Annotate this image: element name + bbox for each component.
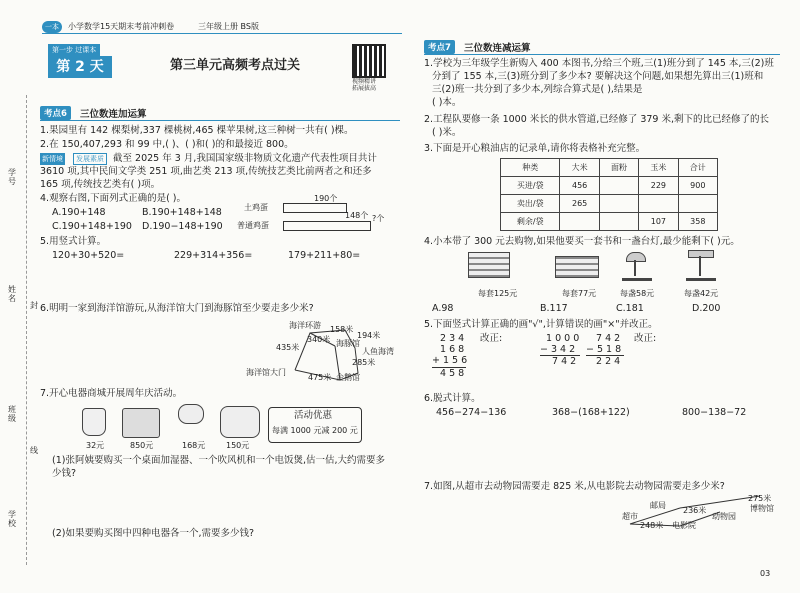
cell[interactable] [678,195,717,213]
side-label-name: 姓名 [8,285,16,303]
route-194: 194米 [357,331,381,340]
egg-fig-190: 190个 [314,194,338,203]
qr-caption-2: 拓展拔高 [352,85,377,92]
th-type: 种类 [501,159,560,177]
route-158: 158米 [330,325,354,334]
route-penguin: 企鹅馆 [336,373,360,382]
egg-fig-q: ?个 [372,214,385,223]
side-fold-2: 线 [30,446,38,455]
route-435: 435米 [276,343,300,352]
price-lamp-1: 每盏58元 [620,289,655,298]
k6-q7-2: (2)如果要购买图中四种电器各一个,需要多少钱? [52,528,255,539]
cell: 剩余/袋 [501,213,560,231]
hairdryer-icon [178,404,204,424]
promo-title: 活动优惠 [294,410,333,421]
k6-q3-line1: 截至 2025 年 3 月,我国国家级非物质文化遗产代表性项目共计 [113,153,377,164]
vert-c-2: − 5 1 8 [586,344,622,355]
egg-fig-label-2: 普通鸡蛋 [237,221,269,230]
qr-caption-1: 视频精讲 [352,78,377,85]
qr-code-icon[interactable] [352,44,386,78]
map-museum: 博物馆 [750,504,774,513]
vert-b-1: 1 0 0 0 [546,333,580,344]
k6-q4: 4.观察右图,下面列式正确的是( )。 [40,193,187,204]
cell: 买进/袋 [501,177,560,195]
k6-q4-opt-b: B.190+148+148 [142,207,222,218]
k7-q6-c: 800−138−72 [682,407,747,418]
route-gate: 海洋馆大门 [246,368,286,377]
k7-q3: 3.下面是开心粮油店的记录单,请你将表格补充完整。 [424,143,646,154]
desk-lamp-icon [622,250,652,281]
egg-fig-148: 148个 [345,211,369,220]
binding-line [26,95,27,565]
price-ricecooker: 150元 [226,441,250,450]
topic6-rule [40,120,400,121]
book-title: 小学数学15天期末考前冲刺卷 [68,22,175,31]
route-340: 340米 [307,335,331,344]
promo-rule: 每满 1000 元减 200 元 [272,426,358,435]
step-badge: 第一步 过课本 [48,44,100,56]
k6-q4-opt-c: C.190+148+190 [52,221,132,232]
rice-cooker-icon [220,406,260,438]
vert-b-3: 7 4 2 [552,356,577,367]
vert-c-3: 2 2 4 [596,356,621,367]
topic6-tag: 考点6 [40,106,71,120]
day-badge: 第 2 天 [48,56,112,78]
k7-q2-line1: 2.工程队要修一条 1000 米长的供水管道,已经修了 379 米,剩下的比已经修了的长 [424,114,769,125]
microwave-icon [122,408,160,438]
cell[interactable] [599,177,638,195]
vert-b-2: − 3 4 2 [540,344,576,355]
route-285: 285米 [352,358,376,367]
map-market: 超市 [622,512,638,521]
brand-logo: 一本 [42,21,62,33]
route-dolphin: 海豚馆 [336,339,360,348]
topic7-rule [424,54,780,55]
k6-q3-line3: 165 项,传统技艺类有( )项。 [40,179,161,190]
cell: 358 [678,213,717,231]
grade-label: 三年级上册 BS版 [198,22,259,31]
price-humidifier: 32元 [86,441,105,450]
fix-c: 改正: [634,333,657,344]
topic6-title: 三位数连加运算 [80,109,147,120]
cell: 456 [560,177,599,195]
k6-q5-a: 120+30+520= [52,250,125,261]
k6-q6: 6.明明一家到海洋馆游玩,从海洋馆大门到海豚馆至少要走多少米? [40,303,314,314]
th-flour: 面粉 [599,159,638,177]
cell[interactable] [599,213,638,231]
vert-a-4: 4 5 8 [440,368,465,379]
price-books-2: 每套77元 [562,289,597,298]
cell: 229 [639,177,678,195]
cell: 107 [639,213,678,231]
k6-q5-b: 229+314+356= [174,250,253,261]
page-title: 第三单元高频考点过关 [170,58,301,73]
k7-q7: 7.如图,从超市去动物园需要走 825 米,从电影院去动物园需要走多少米? [424,481,725,492]
k7-q4-opt-a: A.98 [432,303,454,314]
page-number: 03 [760,569,771,578]
k7-q4: 4.小本带了 300 元去购物,如果他要买一套书和一盏台灯,最少能剩下( )元。 [424,236,740,247]
route-seaworld: 海洋环游 [289,321,321,330]
side-label-school: 学校 [8,510,16,528]
k7-q6-b: 368−(168+122) [552,407,630,418]
k7-q5: 5.下面竖式计算正确的画"√",计算错误的画"×"并改正。 [424,319,658,330]
k7-q6-a: 456−274−136 [436,407,507,418]
header-rule [42,33,402,34]
k7-q4-opt-d: D.200 [692,303,721,314]
price-lamp-2: 每盏42元 [684,289,719,298]
book-set-icon [468,252,510,278]
map-275: 275米 [748,494,772,503]
map-zoo: 动物园 [712,512,736,521]
k6-q4-opt-a: A.190+148 [52,207,106,218]
cell: 265 [560,195,599,213]
map-post: 邮局 [650,501,666,510]
k7-q1-line2: 分到了 155 本,三(3)班分到了多少本? 要解决这个问题,如果想先算出三(1)班和 [432,71,764,82]
k6-q7-1-line1: (1)张阿姨要购买一个桌面加湿器、一个吹风机和一个电饭煲,估一估,大约需要多 [52,455,385,466]
map-cinema: 电影院 [672,521,696,530]
map-248: 248米 [640,521,664,530]
k6-q3-tag2: 发展素质 [73,153,107,165]
map-236: 236米 [683,506,707,515]
k6-q4-opt-d: D.190−148+190 [142,221,223,232]
price-microwave: 850元 [130,441,154,450]
k7-q1-line3: 三(2)班一共分到了多少本,列综合算式是( ),结果是 [432,84,643,95]
k7-q6: 6.脱式计算。 [424,393,481,404]
price-hairdryer: 168元 [182,441,206,450]
vert-a-3: + 1 5 6 [432,355,468,366]
topic7-tag: 考点7 [424,40,455,54]
k6-q1: 1.果园里有 142 棵梨树,337 棵桃树,465 棵苹果树,这三种树一共有( )棵。 [40,125,354,136]
humidifier-icon [82,408,106,436]
cell[interactable] [560,213,599,231]
cell[interactable] [639,195,678,213]
cell: 卖出/袋 [501,195,560,213]
k7-q2-line2: ( )米。 [432,127,462,138]
egg-bar-top [283,203,347,213]
k6-q7: 7.开心电器商城开展周年庆活动。 [40,388,183,399]
k6-q5-c: 179+211+80= [288,250,361,261]
vert-a-2: 1 6 8 [440,344,465,355]
th-corn: 玉米 [639,159,678,177]
k7-q4-opt-b: B.117 [540,303,568,314]
th-total: 合计 [678,159,717,177]
desk-lamp-2-icon [686,248,716,281]
vert-a-1: 2 3 4 [440,333,465,344]
th-rice: 大米 [560,159,599,177]
side-fold-1: 封 [30,301,38,310]
k6-q3-tag: 新情境 [42,155,63,163]
k7-q4-opt-c: C.181 [616,303,644,314]
cell: 900 [678,177,717,195]
book-set-2-icon [555,256,599,278]
k6-q7-1-line2: 少钱? [52,468,77,479]
k6-q2: 2.在 150,407,293 和 99 中,( )、( )和( )的和最接近 800。 [40,139,294,150]
route-mermaid: 人鱼海湾 [362,347,394,356]
egg-bar-bottom [283,221,371,231]
route-475: 475米 [308,373,332,382]
vert-c-1: 7 4 2 [596,333,621,344]
cell[interactable] [599,195,638,213]
price-books-1: 每套125元 [478,289,518,298]
k7-q1-line1: 1.学校为三年级学生新购入 400 本图书,分给三个班,三(1)班分到了 145 本,三(2)班 [424,58,774,69]
side-label-class: 班级 [8,405,16,423]
k6-q5: 5.用竖式计算。 [40,236,107,247]
egg-fig-label-1: 土鸡蛋 [244,203,268,212]
grain-record-table [500,158,718,231]
k7-q1-line4: ( )本。 [432,97,462,108]
topic7-title: 三位数连减运算 [464,43,531,54]
side-label-id: 学号 [8,168,16,186]
fix-a: 改正: [480,333,503,344]
k6-q3-line2: 3610 项,其中民间文学类 251 项,曲艺类 213 项,传统技艺类比前两者之和还多 [40,166,372,177]
